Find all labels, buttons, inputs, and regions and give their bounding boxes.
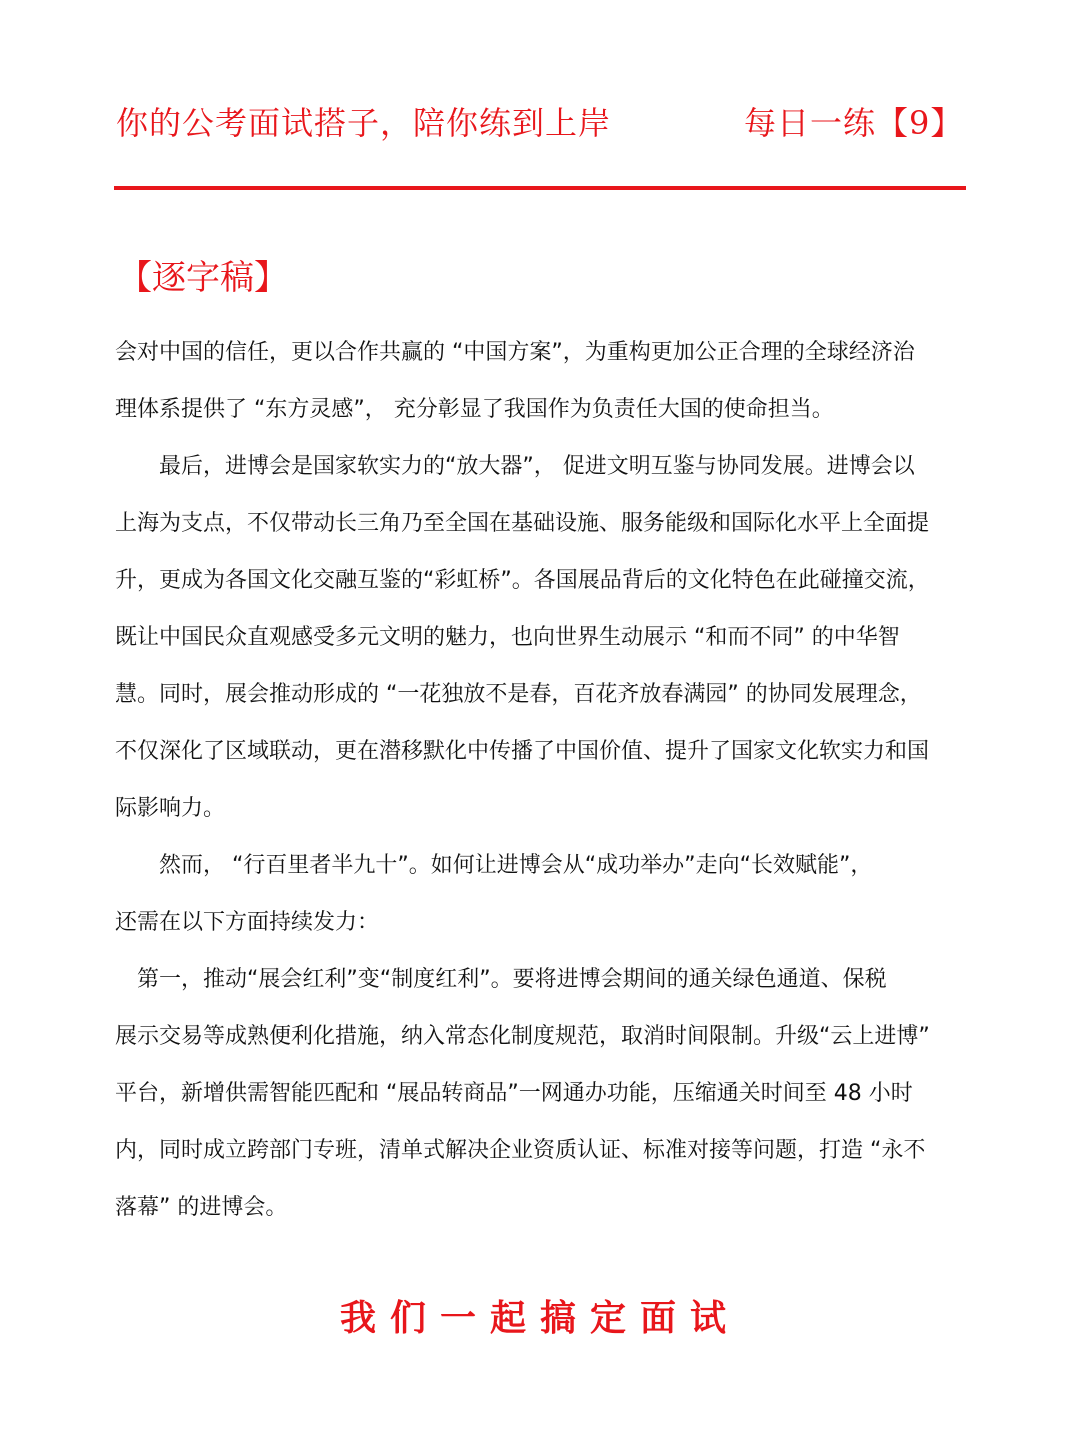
text-line: 内，同时成立跨部门专班，清单式解决企业资质认证、标准对接等问题，打造 “永不	[115, 1138, 926, 1163]
transcript-body	[115, 328, 967, 1240]
text-line: 不仅深化了区域联动，更在潜移默化中传播了中国价值、提升了国家文化软实力和国	[115, 739, 930, 764]
footer-slogan: 我们一起搞定面试	[339, 1297, 740, 1339]
text-line: 升，更成为各国文化交融互鉴的“彩虹桥”。各国展品背后的文化特色在此碰撞交流，	[115, 568, 930, 593]
text-line: 最后，进博会是国家软实力的“放大器”， 促进文明互鉴与协同发展。进博会以	[115, 454, 915, 479]
text-line: 际影响力。	[115, 796, 226, 821]
section-title: 【逐字稿】	[118, 258, 288, 298]
daily-practice-label: 每日一练【9】	[744, 104, 964, 142]
text-line: 慧。同时，展会推动形成的 “一花独放不是春，百花齐放春满园” 的协同发展理念，	[115, 682, 922, 707]
text-line: 平台，新增供需智能匹配和 “展品转商品”一网通办功能，压缩通关时间至 48 小时	[115, 1081, 913, 1106]
text-line: 第一，推动“展会红利”变“制度红利”。要将进博会期间的通关绿色通道、保税	[115, 967, 887, 992]
text-line: 上海为支点，不仅带动长三角乃至全国在基础设施、服务能级和国际化水平上全面提	[115, 511, 930, 536]
header-slogan: 你的公考面试搭子，陪你练到上岸	[116, 104, 612, 142]
header-divider	[114, 186, 966, 190]
text-line: 落幕” 的进博会。	[115, 1195, 288, 1220]
text-line: 既让中国民众直观感受多元文明的魅力，也向世界生动展示 “和而不同” 的中华智	[115, 625, 900, 650]
text-line: 理体系提供了 “东方灵感”， 充分彰显了我国作为负责任大国的使命担当。	[115, 397, 834, 422]
text-line: 会对中国的信任，更以合作共赢的 “中国方案”，为重构更加公正合理的全球经济治	[115, 340, 915, 365]
text-line: 然而， “行百里者半九十”。如何让进博会从“成功举办”走向“长效赋能”，	[115, 853, 873, 878]
text-line: 展示交易等成熟便利化措施，纳入常态化制度规范，取消时间限制。升级“云上进博”	[115, 1024, 930, 1049]
text-line: 还需在以下方面持续发力：	[115, 910, 380, 935]
